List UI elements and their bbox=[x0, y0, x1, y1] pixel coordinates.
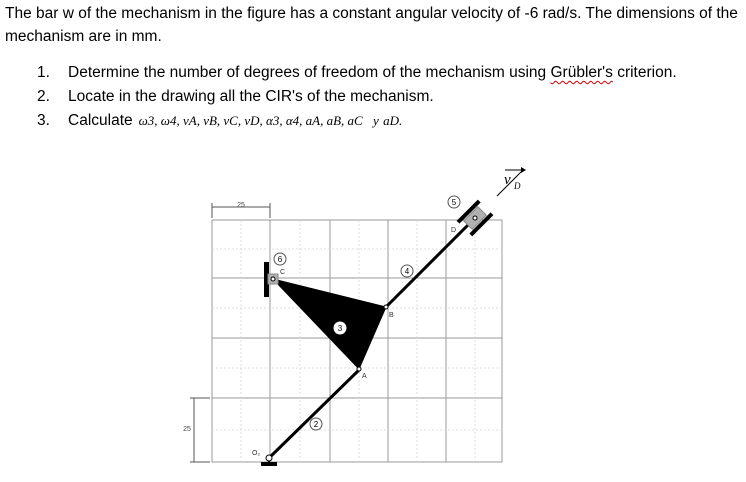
dimension-left-label: 25 bbox=[183, 426, 191, 433]
task-number: 3. bbox=[37, 112, 50, 129]
task-number: 1. bbox=[37, 64, 50, 81]
label-o2: O₂ bbox=[252, 450, 261, 457]
ground-support bbox=[261, 462, 277, 466]
vector-arrowhead bbox=[521, 167, 526, 173]
label-c: C bbox=[280, 269, 286, 276]
link-number-6 bbox=[274, 253, 286, 265]
link-number-4-label: 4 bbox=[404, 267, 410, 276]
link-number-3-label: 3 bbox=[337, 324, 343, 333]
joint-d bbox=[473, 216, 477, 220]
label-b: B bbox=[389, 312, 394, 319]
link-number-2 bbox=[310, 418, 322, 430]
dimension-left bbox=[190, 398, 210, 462]
label-a: A bbox=[362, 373, 367, 380]
link-4-bar bbox=[386, 218, 475, 307]
task-text-end: criterion. bbox=[612, 64, 677, 81]
task-text: Locate in the drawing all the CIR's of the mechanism. bbox=[68, 88, 434, 105]
task-number: 2. bbox=[37, 88, 50, 105]
task-math: ω3, ω4, vA, vB, vC, vD, α3, α4, aA, aB, aC bbox=[138, 113, 363, 128]
task-math-end: aD. bbox=[383, 113, 403, 128]
task-text: Determine the number of degrees of freedom of the mechanism using bbox=[68, 64, 551, 81]
link-number-5 bbox=[448, 196, 460, 208]
velocity-subscript: D bbox=[514, 181, 521, 191]
joint-c bbox=[271, 277, 275, 281]
label-d: D bbox=[451, 227, 457, 234]
joint-a bbox=[357, 367, 361, 371]
problem-intro: The bar w of the mechanism in the figure has a constant angular velocity of -6 rad/s. The dimensions of the mechanism are in mm. bbox=[5, 5, 738, 45]
joint-b bbox=[384, 305, 388, 309]
link-number-4 bbox=[401, 265, 413, 277]
task-math-y: y bbox=[373, 113, 379, 128]
link-number-5-label: 5 bbox=[451, 198, 457, 207]
dimension-top-label: 25 bbox=[237, 202, 245, 209]
task-text: Calculate bbox=[68, 112, 133, 129]
velocity-label: v bbox=[504, 172, 511, 188]
link-2-crank bbox=[269, 369, 360, 458]
task-highlight: Grübler's bbox=[550, 64, 613, 81]
pivot-o2 bbox=[266, 455, 272, 461]
link-number-3 bbox=[334, 322, 346, 334]
link-number-6-label: 6 bbox=[277, 255, 283, 264]
link-number-2-label: 2 bbox=[313, 420, 319, 429]
